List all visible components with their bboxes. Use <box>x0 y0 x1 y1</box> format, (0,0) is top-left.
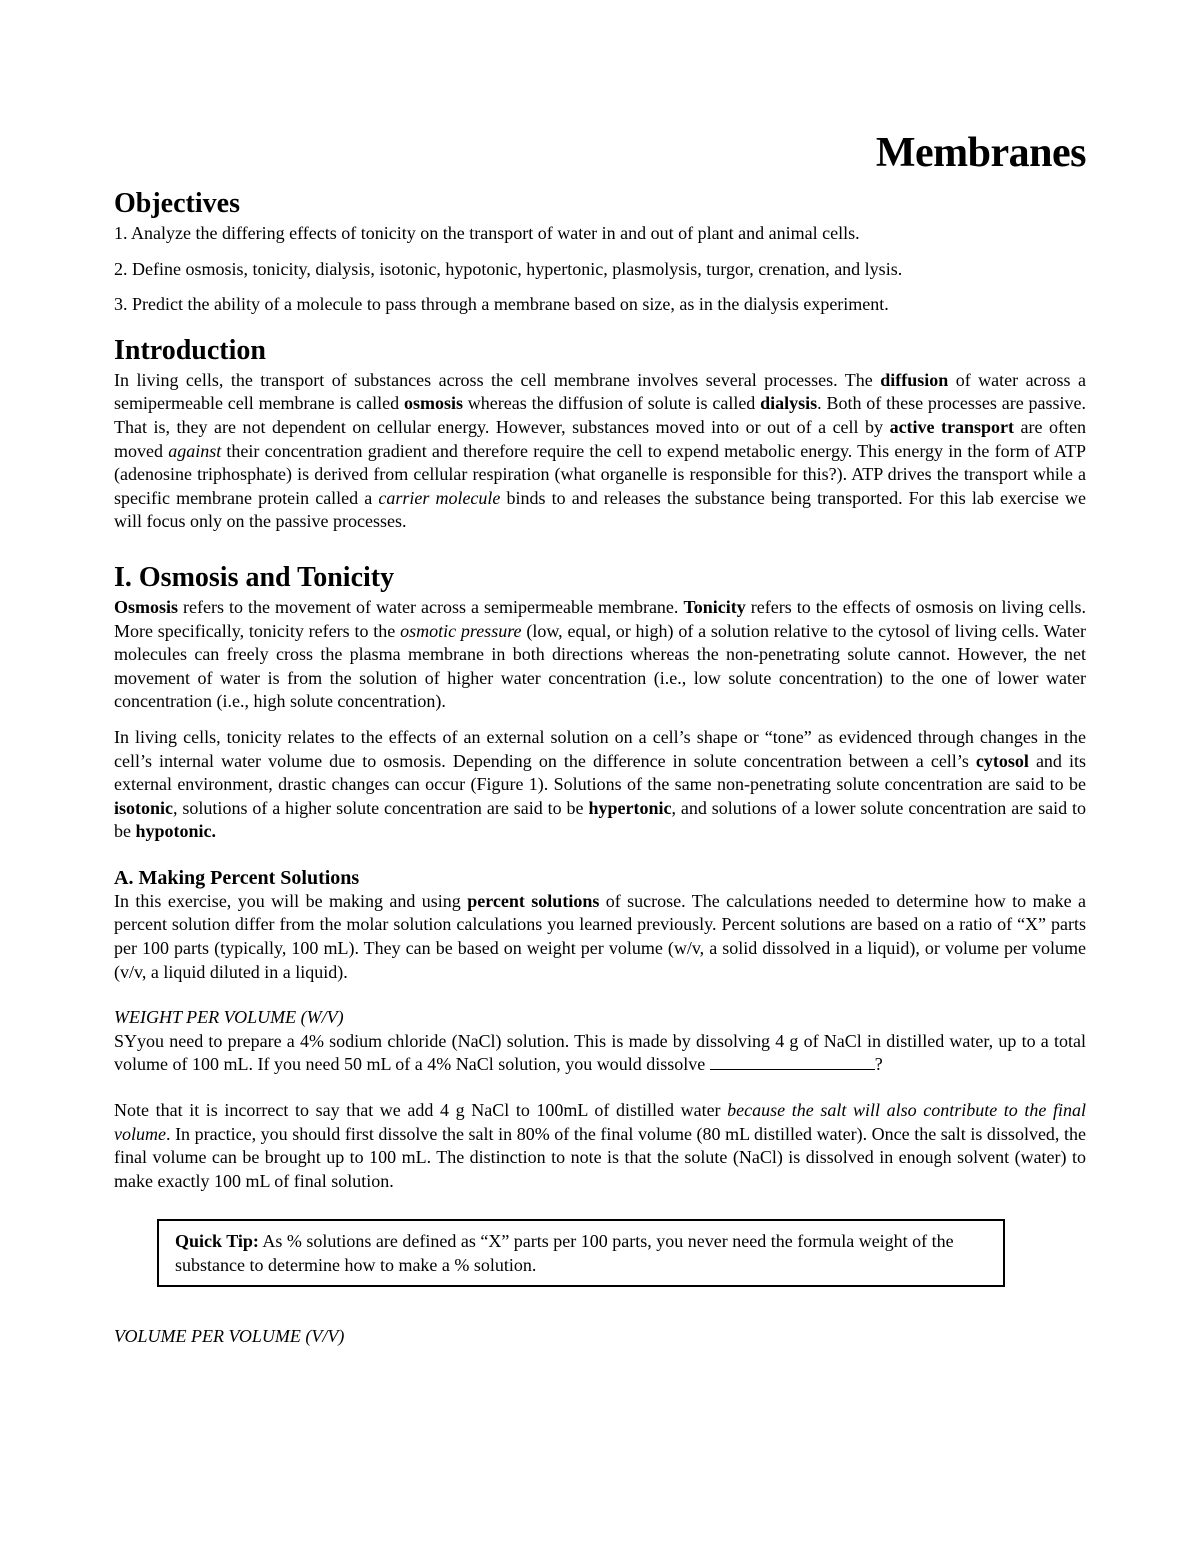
document-page <box>114 128 1086 1349</box>
percent-solutions-heading: A. Making Percent Solutions <box>114 866 360 889</box>
quick-tip-box <box>157 1219 1005 1287</box>
quick-tip-text: As % solutions are defined as “X” parts per 100 parts, you never need the formula weight of the substance to determine how to make a % solution. <box>175 1231 954 1276</box>
weight-per-volume-paragraph: SYyou need to prepare a 4% sodium chloride (NaCl) solution. This is made by dissolving 4 g of NaCl in distilled water, up to a total volume of 100 mL. If you need 50 mL of a 4% NaCl solution, you would dissolve ? <box>114 1030 1086 1075</box>
introduction-paragraph: In living cells, the transport of substances across the cell membrane involves several processes. The diffusion of water across a semipermeable cell membrane is called osmosis whereas the diffusion of solute is called dialysis. Both of these processes are passive. That is, they are not dependent on cellular energy. However, substances moved into or out of a cell by active transport are often moved against their concentration gradient and therefore require the cell to expend metabolic energy. This energy in the form of ATP (adenosine triphosphate) is derived from cellular respiration (what organelle is responsible for this?). ATP drives the transport while a specific membrane protein called a carrier molecule binds to and releases the substance being transported. For this lab exercise we will focus only on the passive processes. <box>114 369 1086 532</box>
objective-item: 2. Define osmosis, tonicity, dialysis, isotonic, hypotonic, hypertonic, plasmolysis, turgor, crenation, and lysis. <box>114 258 903 279</box>
percent-solutions-paragraph: In this exercise, you will be making and using percent solutions of sucrose. The calculations needed to determine how to make a percent solution differ from the molar solution calculations you learned previously. Percent solutions are based on a ratio of “X” parts per 100 parts (typically, 100 mL). They can be based on weight per volume (w/v, a solid dissolved in a liquid), or volume per volume (v/v, a liquid diluted in a liquid). <box>114 890 1086 982</box>
volume-per-volume-heading: VOLUME PER VOLUME (V/V) <box>114 1326 345 1347</box>
introduction-heading: Introduction <box>114 334 266 366</box>
answer-blank[interactable] <box>710 1053 875 1070</box>
weight-per-volume-heading: WEIGHT PER VOLUME (W/V) <box>114 1007 344 1028</box>
tonicity-paragraph: In living cells, tonicity relates to the effects of an external solution on a cell’s shape or “tone” as evidenced through changes in the cell’s internal water volume due to osmosis. Depending on the difference in solute concentration between a cell’s cytosol and its external environment, drastic changes can occur (Figure 1). Solutions of the same non-penetrating solute concentration are said to be isotonic, solutions of a higher solute concentration are said to be hypertonic, and solutions of a lower solute concentration are said to be hypotonic. <box>114 726 1087 842</box>
objective-item: 3. Predict the ability of a molecule to pass through a membrane based on size, as in the dialysis experiment. <box>114 294 889 315</box>
quick-tip-label: Quick Tip: <box>175 1231 259 1252</box>
objective-item: 1. Analyze the differing effects of tonicity on the transport of water in and out of plant and animal cells. <box>114 223 860 243</box>
note-paragraph: Note that it is incorrect to say that we add 4 g NaCl to 100mL of distilled water because the salt will also contribute to the final volume. In practice, you should first dissolve the salt in 80% of the final volume (80 mL distilled water). Once the salt is dissolved, the final volume can be brought up to 100 mL. The distinction to note is that the solute (NaCl) is dissolved in enough solvent (water) to make exactly 100 mL of final solution. <box>114 1100 1087 1191</box>
osmosis-heading: I. Osmosis and Tonicity <box>114 561 395 593</box>
objectives-heading: Objectives <box>114 188 240 219</box>
document-title: Membranes <box>875 130 1086 176</box>
osmosis-paragraph: Osmosis refers to the movement of water across a semipermeable membrane. Tonicity refers to the effects of osmosis on living cells. More specifically, tonicity refers to the osmotic pressure (low, equal, or high) of a solution relative to the cytosol of living cells. Water molecules can freely cross the plasma membrane in both directions whereas the non-penetrating solute cannot. However, the net movement of water is from the solution of higher water concentration (i.e., low solute concentration) to the one of lower water concentration (i.e., high solute concentration). <box>114 596 1086 712</box>
